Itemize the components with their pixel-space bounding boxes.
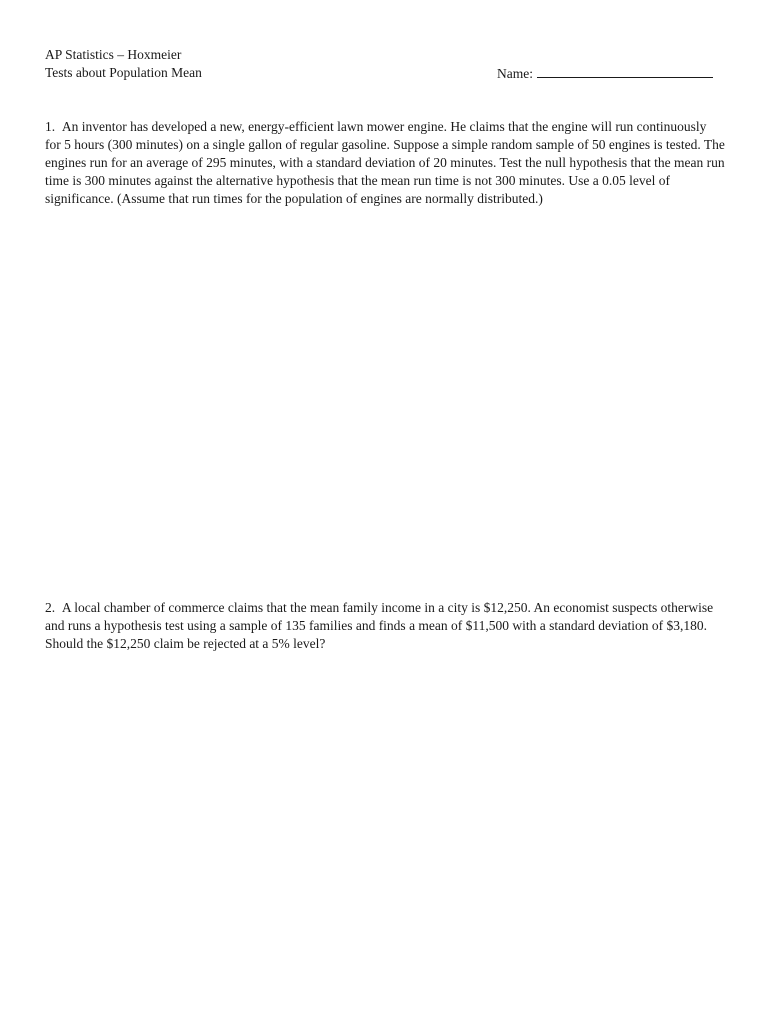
name-label: Name: [497, 66, 533, 81]
question-2-number: 2. [45, 600, 56, 615]
course-title: AP Statistics – Hoxmeier [45, 47, 182, 62]
name-field [497, 64, 713, 83]
question-1-text: An inventor has developed a new, energy-efficient lawn mower engine. He claims that the engine will run continuously for 5 hours (300 minutes) on a single gallon of regular gasoline. Suppose a simple random sample of 50 engines is tested. The engines run for an average of 295 minutes, with a standard deviation of 20 minutes. Test the null hypothesis that the mean run time is 300 minutes against the alternative hypothesis that the mean run time is not 300 minutes. Use a 0.05 level of significance. (Assume that run times for the population of engines are normally distributed.) [45, 119, 725, 206]
name-blank-line [537, 64, 713, 78]
question-1 [45, 118, 725, 208]
question-2-text: A local chamber of commerce claims that the mean family income in a city is $12,250. An economist suspects otherwise and runs a hypothesis test using a sample of 135 families and finds a mean of $11,500 with a standard deviation of $3,180. Should the $12,250 claim be rejected at a 5% level? [45, 600, 714, 651]
worksheet-title: Tests about Population Mean [45, 65, 202, 80]
question-2 [45, 599, 725, 653]
question-1-number: 1. [45, 119, 56, 134]
